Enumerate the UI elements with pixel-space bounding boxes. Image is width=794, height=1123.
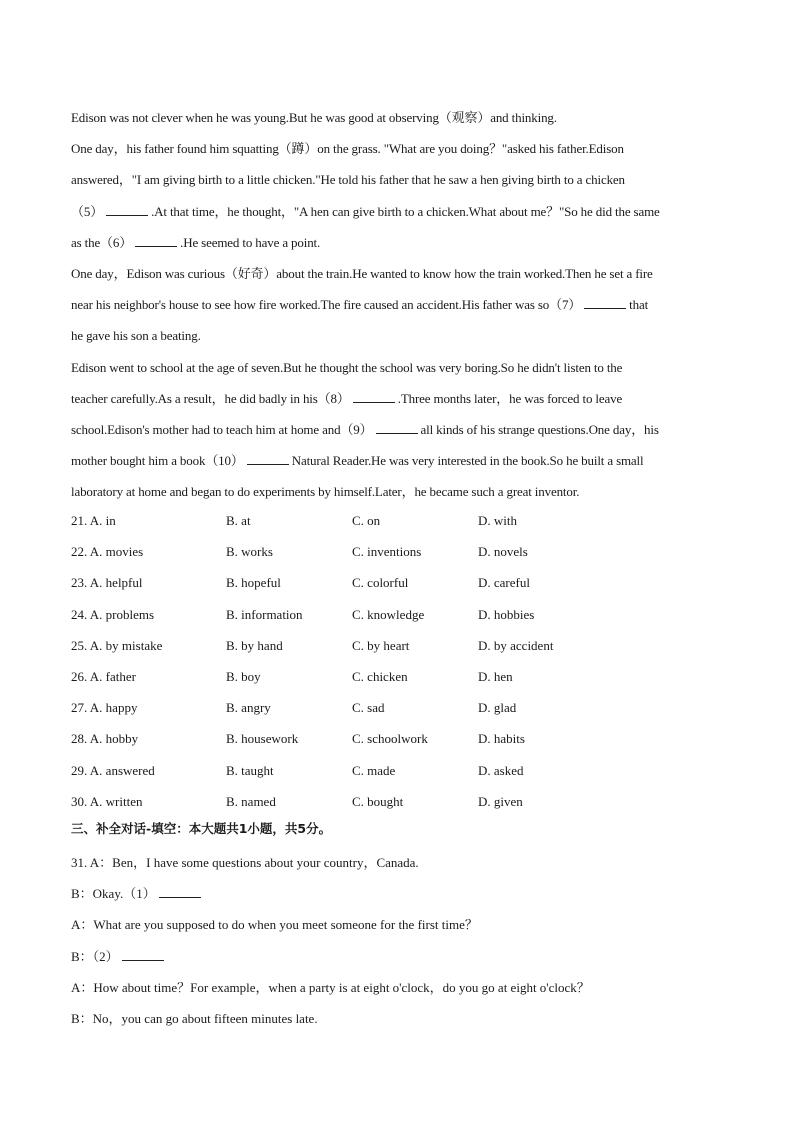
option-b: B. information: [226, 606, 303, 622]
section-heading: 三、补全对话-填空：本大题共1小题，共5分。: [71, 821, 332, 836]
option-b: B. housework: [226, 731, 299, 747]
dialog-line: 31. A：Ben，I have some questions about your country，Canada.: [71, 855, 419, 870]
passage-line: school.Edison's mother had to teach him at home and（9） all kinds of his strange questions.One day，his: [71, 422, 659, 438]
option-a: 30. A. written: [71, 793, 143, 809]
question-row: [71, 755, 731, 786]
option-c: C. chicken: [352, 668, 408, 684]
option-b: B. taught: [226, 762, 274, 778]
option-c: C. schoolwork: [352, 731, 428, 747]
reading-passage: [71, 102, 727, 508]
option-c: C. bought: [352, 793, 404, 809]
option-c: C. colorful: [352, 575, 409, 591]
option-a: 29. A. answered: [71, 762, 155, 778]
dialog-line: B：（2）: [71, 941, 731, 972]
answer-blank: [159, 886, 201, 898]
answer-blank: [353, 391, 395, 403]
option-c: C. made: [352, 762, 396, 778]
option-a: 25. A. by mistake: [71, 637, 163, 653]
option-c: C. knowledge: [352, 606, 425, 622]
option-a: 28. A. hobby: [71, 731, 139, 747]
dialog-line: A：What are you supposed to do when you meet someone for the first time？: [71, 917, 478, 933]
answer-blank: [584, 297, 626, 309]
option-d: D. with: [478, 513, 517, 528]
answer-blank: [135, 235, 177, 247]
option-d: D. by accident: [478, 637, 554, 653]
option-c: C. inventions: [352, 544, 422, 560]
option-a: 24. A. problems: [71, 606, 155, 622]
passage-line: answered，"I am giving birth to a little chicken."He told his father that he saw a hen giving birth to a chicken: [71, 172, 625, 188]
answer-blank: [106, 204, 148, 216]
option-d: D. novels: [478, 544, 528, 560]
option-d: D. habits: [478, 731, 525, 747]
option-a: 27. A. happy: [71, 700, 138, 716]
option-d: D. careful: [478, 575, 530, 591]
option-b: B. boy: [226, 668, 261, 684]
multiple-choice-options: [71, 505, 731, 817]
option-b: B. works: [226, 544, 273, 560]
question-row: [71, 786, 731, 817]
passage-line: as the（6） .He seemed to have a point.: [71, 234, 321, 250]
dialog-line: A：How about time？For example，when a party is at eight o'clock，do you go at eight o'clock？: [71, 979, 590, 995]
passage-line: One day，his father found him squatting（蹲）on the grass. "What are you doing？"asked his father.Edison: [71, 141, 624, 157]
passage-line: Edison went to school at the age of seven.But he thought the school was very boring.So he didn't listen to the: [71, 359, 623, 375]
question-row: [71, 536, 731, 567]
question-row: [71, 505, 731, 536]
option-b: B. hopeful: [226, 575, 281, 591]
dialog-block: [71, 847, 731, 1034]
dialog-line: B：Okay.（1）: [71, 878, 731, 909]
passage-line: teacher carefully.As a result，he did badly in his（8） .Three months later，he was forced to leave: [71, 390, 623, 406]
passage-line: laboratory at home and began to do experiments by himself.Later，he became such a great inventor.: [71, 484, 580, 500]
option-d: D. asked: [478, 762, 524, 778]
option-d: D. hobbies: [478, 606, 535, 622]
answer-blank: [376, 422, 418, 434]
option-b: B. named: [226, 793, 276, 809]
passage-line: One day，Edison was curious（好奇）about the train.He wanted to know how the train worked.Then he set a fire: [71, 266, 653, 282]
passage-line: （5） .At that time，he thought，"A hen can give birth to a chicken.What about me？"So he did the same: [71, 203, 660, 219]
question-row: [71, 692, 731, 723]
option-a: 26. A. father: [71, 668, 136, 684]
option-a: 23. A. helpful: [71, 575, 143, 591]
passage-line: near his neighbor's house to see how fire worked.The fire caused an accident.His father was so（7） that: [71, 297, 649, 313]
option-b: B. angry: [226, 700, 271, 716]
question-row: [71, 723, 731, 754]
answer-blank: [122, 949, 164, 961]
question-row: [71, 661, 731, 692]
passage-line: Edison was not clever when he was young.But he was good at observing（观察）and thinking.: [71, 110, 557, 125]
question-row: [71, 567, 731, 598]
option-d: D. given: [478, 793, 523, 809]
option-b: B. by hand: [226, 637, 283, 653]
option-c: C. sad: [352, 700, 385, 716]
option-a: 21. A. in: [71, 513, 116, 528]
passage-line: mother bought him a book（10） Natural Reader.He was very interested in the book.So he built a small: [71, 453, 644, 469]
answer-blank: [247, 453, 289, 465]
option-c: C. on: [352, 513, 381, 528]
option-a: 22. A. movies: [71, 544, 144, 560]
passage-line: he gave his son a beating.: [71, 328, 201, 344]
option-c: C. by heart: [352, 637, 410, 653]
option-d: D. hen: [478, 668, 513, 684]
question-row: [71, 630, 731, 661]
dialog-line: B：No，you can go about fifteen minutes late.: [71, 1011, 318, 1027]
option-d: D. glad: [478, 700, 517, 716]
question-row: [71, 599, 731, 630]
option-b: B. at: [226, 513, 251, 528]
